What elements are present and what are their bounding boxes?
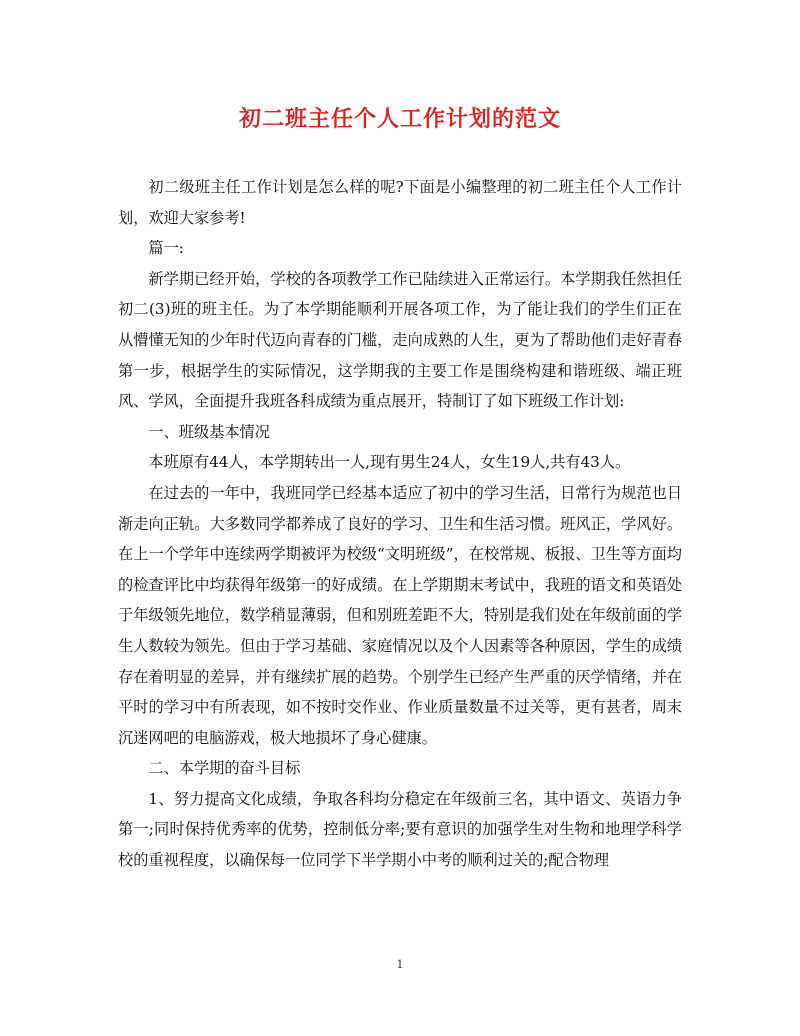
document-title: 初二班主任个人工作计划的范文 [238, 107, 561, 132]
class-size-paragraph: 本班原有44人，本学期转出一人,现有男生24人，女生19人,共有43人。 [148, 453, 631, 472]
class-situation-paragraph: 在过去的一年中，我班同学已经基本适应了初中的学习生活，日常行为规范也日渐走向正轨。大多数同学都养成了良好的学习、卫生和生活习惯。班风正，学风好。在上一个学年中连续两学期被评为校级“文明班级”，在校常规、板报、卫生等方面均的检查评比中均获得年级第一的好成绩。在上学期期末考试中，我班的语文和英语处于年级领先地位，数学稍显薄弱，但和别班差距不大，特别是我们处在年级前面的学生人数较为领先。但由于学习基础、家庭情况以及个人因素等各种原因，学生的成绩存在着明显的差异，并有继续扩展的趋势。个别学生已经产生严重的厌学情绪，并在平时的学习中有所表现，如不按时交作业、作业质量数量不过关等，更有甚者，周末沉迷网吧的电脑游戏，极大地损坏了身心健康。 [118, 483, 682, 747]
document-body [118, 172, 682, 876]
heading-class-basics: 一、班级基本情况 [148, 422, 270, 441]
page-number: 1 [396, 958, 404, 971]
plan-overview-paragraph: 新学期已经开始，学校的各项教学工作已陆续进入正常运行。本学期我任然担任初二(3)班的班主任。为了本学期能顺利开展各项工作，为了能让我们的学生们正在从懵懂无知的少年时代迈向青春的门槛，走向成熟的人生，更为了帮助他们走好青春第一步，根据学生的实际情况，这学期我的主要工作是围绕构建和谐班级、端正班风、学风，全面提升我班各科成绩为重点展开，特制订了如下班级工作计划: [118, 269, 682, 411]
intro-paragraph: 初二级班主任工作计划是怎么样的呢?下面是小编整理的初二班主任个人工作计划，欢迎大家参考! [118, 178, 682, 227]
section-label-part-one: 篇一: [148, 239, 184, 258]
heading-semester-goals: 二、本学期的奋斗目标 [148, 759, 301, 778]
goal-one-paragraph: 1、努力提高文化成绩，争取各科均分稳定在年级前三名，其中语文、英语力争第一;同时保持优秀率的优势，控制低分率;要有意识的加强学生对生物和地理学科学校的重视程度，以确保每一位同学下半学期小中考的顺利过关的;配合物理 [118, 789, 682, 870]
